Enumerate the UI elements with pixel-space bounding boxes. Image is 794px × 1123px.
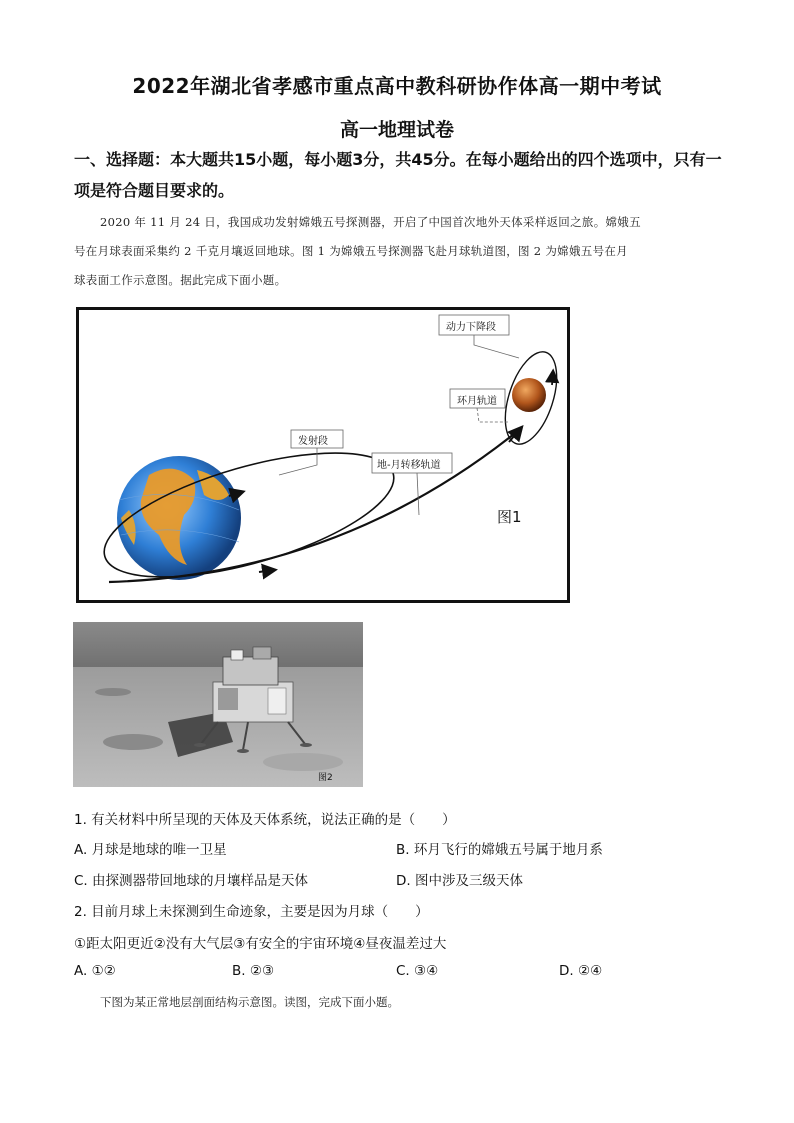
intro-line-2: 号在月球表面采集约 2 千克月壤返回地球。图 1 为嫦娥五号探测器飞赴月球轨道图，图 2 为嫦娥五号在月 [74,244,628,258]
question-1-stem: 1. 有关材料中所呈现的天体及天体系统，说法正确的是（ ） [74,812,456,828]
section-heading: 一、选择题：本大题共15小题，每小题3分，共45分。在每小题给出的四个选项中，只有一项是符合题目要求的。 [74,150,722,200]
figure-2-lander-on-moon [73,622,363,787]
question-2-stem: 2. 目前月球上未探测到生命迹象，主要是因为月球（ ） [74,904,429,920]
next-material-intro: 下图为某正常地层剖面结构示意图。读图，完成下面小题。 [100,995,399,1009]
question-1-option-c[interactable]: C. 由探测器带回地球的月壤样品是天体 [74,873,309,889]
intro-line-3: 球表面工作示意图。据此完成下面小题。 [74,273,287,287]
question-1-option-a[interactable]: A. 月球是地球的唯一卫星 [74,842,227,858]
figure-2-caption: 图2 [318,773,333,783]
label-powered-descent: 动力下降段 [446,322,496,333]
exam-title: 2022年湖北省孝感市重点高中教科研协作体高一期中考试 [132,74,662,98]
question-2-option-d[interactable]: D. ②④ [559,963,603,979]
label-lunar-orbit: 环月轨道 [457,396,497,407]
question-2-statements: ①距太阳更近②没有大气层③有安全的宇宙环境④昼夜温差过大 [74,936,447,952]
lander-illustration [73,622,363,787]
question-2-option-b[interactable]: B. ②③ [232,963,275,979]
question-1-option-d[interactable]: D. 图中涉及三级天体 [396,873,523,889]
orbit-diagram [79,310,567,600]
exam-subtitle: 高一地理试卷 [339,119,454,141]
question-2-option-c[interactable]: C. ③④ [396,963,439,979]
moon-icon [512,378,546,412]
label-earth-moon-transfer: 地-月转移轨道 [377,460,441,471]
label-launch-stage: 发射段 [298,436,328,447]
earth-icon [117,456,241,580]
intro-line-1: 2020 年 11 月 24 日，我国成功发射嫦娥五号探测器，开启了中国首次地外天体采样返回之旅。嫦娥五 [100,215,641,229]
question-2-option-a[interactable]: A. ①② [74,963,116,979]
question-1-option-b[interactable]: B. 环月飞行的嫦娥五号属于地月系 [396,842,603,858]
material-intro [74,208,724,295]
figure-1-lunar-orbit-diagram [76,307,570,603]
figure-1-caption: 图1 [497,508,522,526]
